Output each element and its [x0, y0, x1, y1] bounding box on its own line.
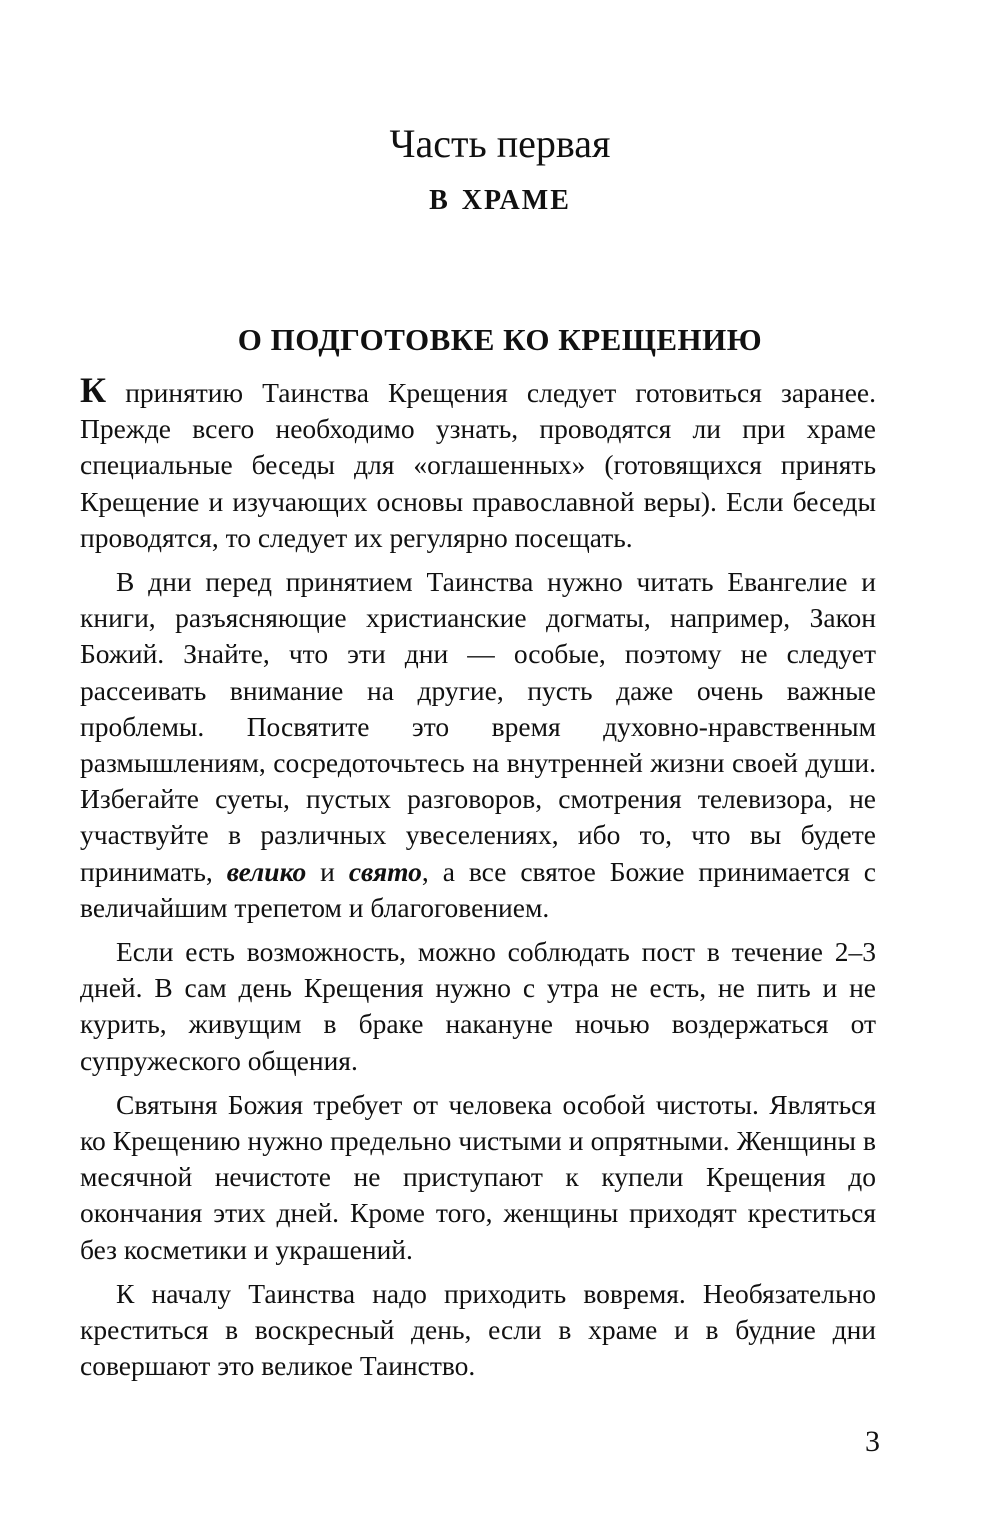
drop-cap: К [80, 370, 107, 410]
paragraph-2-text-before: В дни перед принятием Таинства нужно читать Евангелие и книги, разъясняющие христианские догматы, например, Закон Божий. Знайте, что эти дни — особые, поэтому не следует рассеивать внимание на другие, пусть даже очень важные проблемы. Посвятите это время духовно-нравственным размышлениям, сосредоточьтесь на внутренней жизни своей души. Избегайте суеты, пустых разговоров, смотрения телевизора, не участвуйте в различных увеселениях, ибо то, что вы будете принимать, [80, 566, 876, 887]
paragraph-4: Святыня Божия требует от человека особой чистоты. Являться ко Крещению нужно предельно чистыми и опрятными. Женщины в месячной нечистоте не приступают к купели Крещения до окончания этих дней. Кроме того, женщины приходят креститься без косметики и украшений. [80, 1088, 876, 1265]
paragraph-3: Если есть возможность, можно соблюдать пост в течение 2–3 дней. В сам день Крещения нужно с утра не есть, не пить и не курить, живущим в браке накануне ночью воздержаться от супружеского общения. [80, 936, 876, 1076]
paragraph-2-text-after: , а все святое Божие принимается с величайшим трепетом и благоговением. [80, 855, 877, 923]
emphasis-veliko: велико [226, 855, 307, 887]
paragraph-1 [80, 372, 876, 556]
paragraph-2-text-middle: и [306, 855, 349, 887]
chapter-heading: О ПОДГОТОВКЕ КО КРЕЩЕНИЮ [237, 322, 763, 357]
paragraph-1-text: принятию Таинства Крещения следует готовиться заранее. Прежде всего необходимо узнать, проводятся ли при храме специальные беседы для «оглашенных» (готовящихся принять Крещение и изучающих основы православной веры). Если беседы проводятся, то следует их регулярно посещать. [80, 377, 876, 553]
paragraph-5: К началу Таинства надо приходить вовремя. Необязательно креститься в воскресный день, если в храме и в будние дни совершают это великое Таинство. [80, 1277, 876, 1382]
page-number: 3 [865, 1425, 880, 1458]
part-label: Часть первая [389, 121, 611, 166]
paragraph-2 [80, 564, 876, 926]
emphasis-svyato: свято [348, 855, 422, 887]
part-title: в храме [429, 173, 571, 218]
body-text [80, 372, 876, 1384]
